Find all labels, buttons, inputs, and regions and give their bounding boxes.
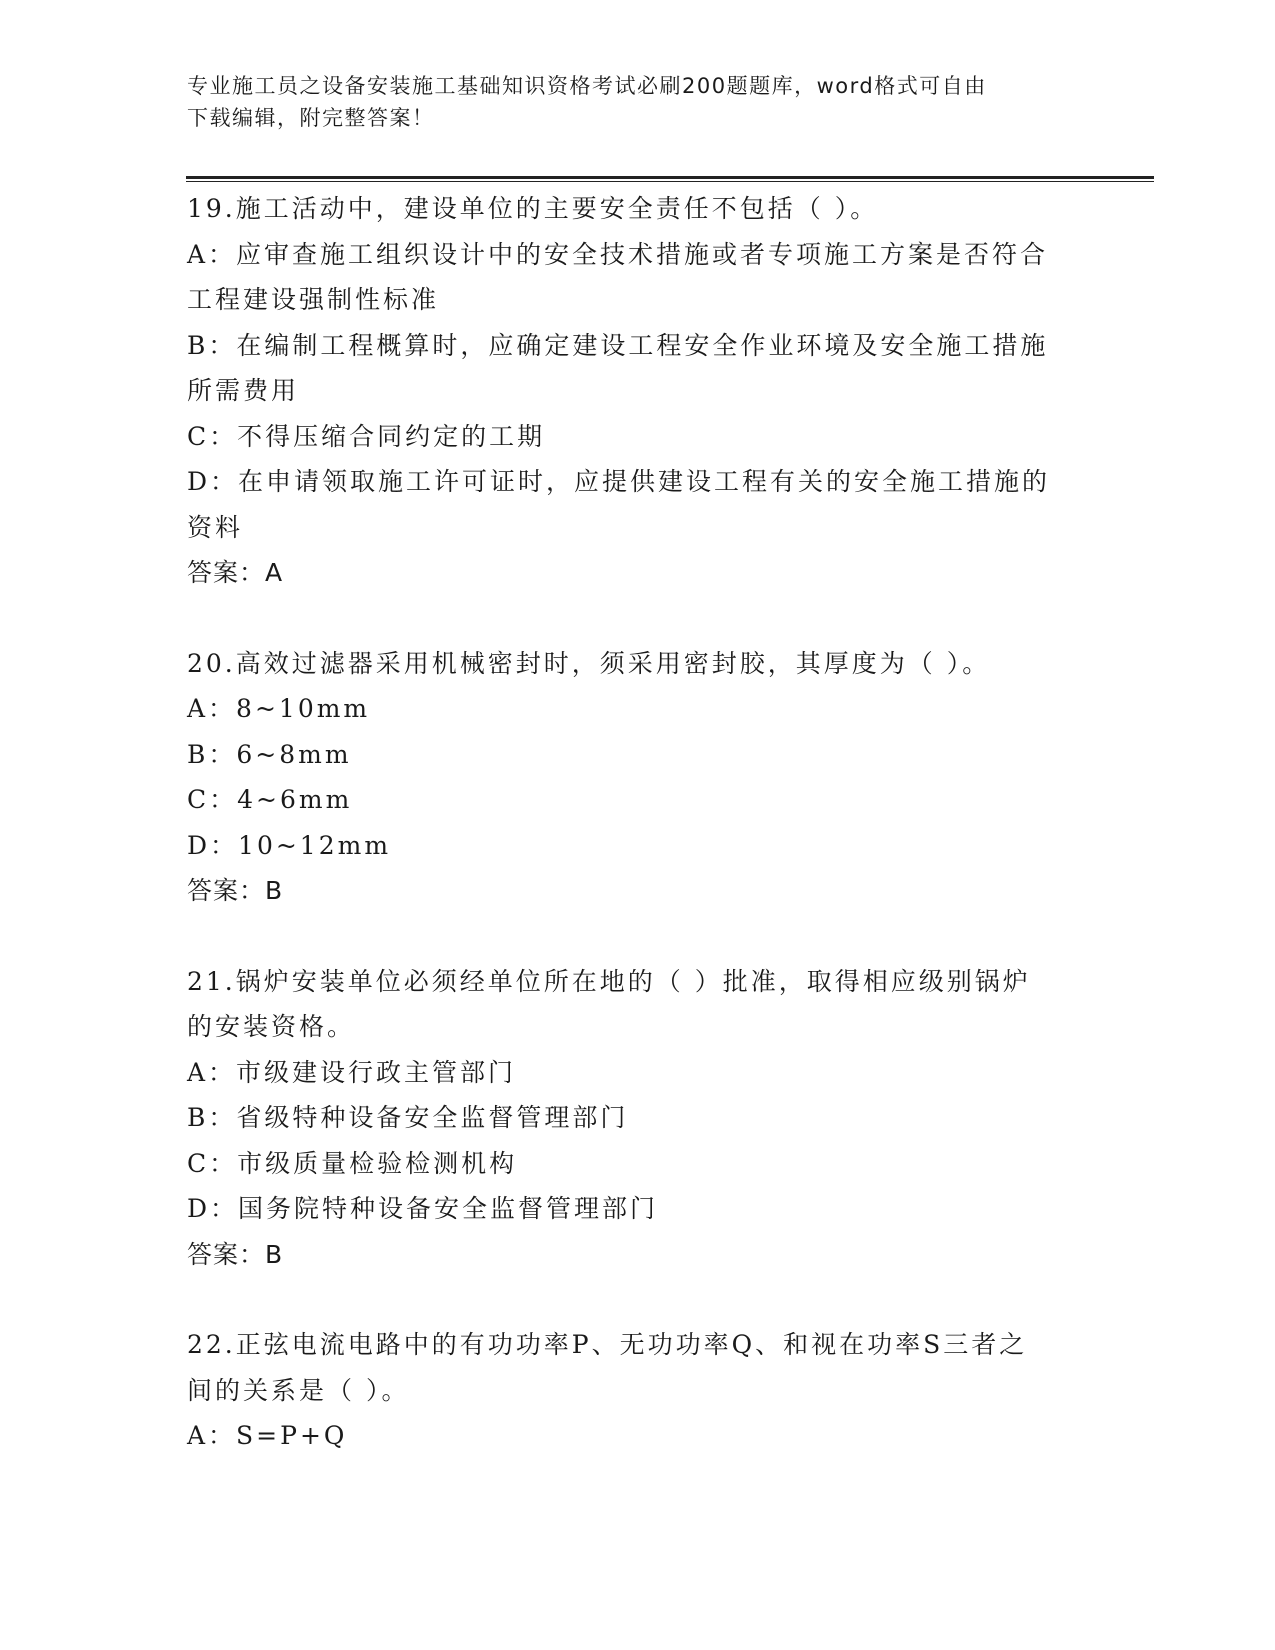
header-line-2: 下载编辑，附完整答案！ — [187, 106, 435, 130]
question-stem-continued: 间的关系是（ ）。 — [187, 1375, 410, 1405]
question-22 — [187, 1322, 1087, 1459]
header-divider — [186, 176, 1154, 182]
option-c: C：市级质量检验检测机构 — [187, 1148, 518, 1178]
question-stem: 21.锅炉安装单位必须经单位所在地的（ ）批准，取得相应级别锅炉 — [187, 966, 1031, 996]
answer: 答案：B — [187, 876, 284, 905]
answer: 答案：B — [187, 1239, 284, 1269]
question-spacer — [187, 596, 1087, 641]
question-20 — [187, 641, 1087, 914]
question-stem: 19.施工活动中，建设单位的主要安全责任不包括（ ）。 — [187, 194, 879, 223]
question-19 — [187, 186, 1087, 596]
option-b: B：6~8mm — [187, 739, 352, 769]
question-spacer — [187, 914, 1087, 959]
question-list — [187, 186, 1087, 1459]
answer: 答案：A — [187, 558, 284, 587]
option-d: D：10~12mm — [187, 830, 392, 860]
option-d: D：在申请领取施工许可证时，应提供建设工程有关的安全施工措施的 — [187, 467, 1051, 496]
option-c: C：不得压缩合同约定的工期 — [187, 421, 546, 451]
question-stem: 22.正弦电流电路中的有功功率P、无功功率Q、和视在功率S三者之 — [187, 1330, 1028, 1359]
question-21 — [187, 959, 1087, 1278]
page-header — [187, 70, 1087, 134]
option-a: A：8~10mm — [187, 694, 371, 723]
question-stem-continued: 的安装资格。 — [187, 1012, 356, 1041]
option-a: A：市级建设行政主管部门 — [187, 1057, 517, 1087]
option-a: A：S=P+Q — [187, 1421, 348, 1450]
question-spacer — [187, 1277, 1087, 1322]
option-b-continued: 所需费用 — [187, 376, 300, 405]
option-a: A：应审查施工组织设计中的安全技术措施或者专项施工方案是否符合 — [187, 239, 1049, 269]
option-d: D：国务院特种设备安全监督管理部门 — [187, 1194, 659, 1223]
option-c: C：4~6mm — [187, 785, 353, 814]
header-line-1: 专业施工员之设备安装施工基础知识资格考试必刷200题题库，word格式可自由 — [187, 74, 987, 98]
question-stem: 20.高效过滤器采用机械密封时，须采用密封胶，其厚度为（ ）。 — [187, 648, 991, 678]
option-d-continued: 资料 — [187, 512, 244, 542]
option-b: B：省级特种设备安全监督管理部门 — [187, 1103, 629, 1132]
option-a-continued: 工程建设强制性标准 — [187, 285, 440, 314]
option-b: B：在编制工程概算时，应确定建设工程安全作业环境及安全施工措施 — [187, 330, 1049, 360]
